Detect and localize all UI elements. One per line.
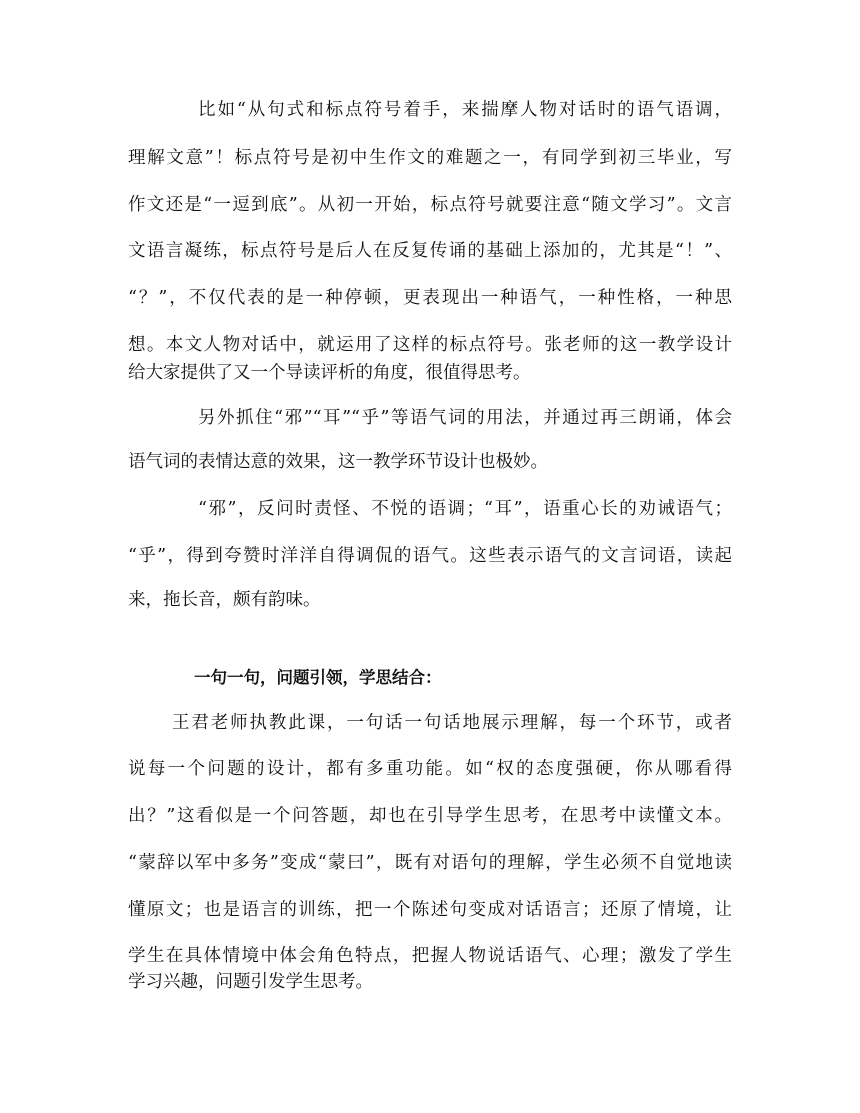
text-line: 王君老师执教此课，一句话一句话地展示理解，每一个环节，或者	[172, 713, 732, 733]
section-heading: 一句一句，问题引领，学思结合：	[194, 668, 442, 687]
text-line: 给大家提供了又一个导读评析的角度，很值得思考。	[128, 363, 531, 383]
text-line: 比如“从句式和标点符号着手，来揣摩人物对话时的语气语调，	[198, 100, 732, 120]
text-line: 学习兴趣，问题引发学生思考。	[128, 972, 373, 992]
text-line: 语气词的表情达意的效果，这一教学环节设计也极妙。	[128, 452, 548, 472]
text-line: 说每一个问题的设计，都有多重功能。如“权的态度强硬，你从哪看得	[128, 759, 732, 779]
text-line: “邪”，反问时责怪、不悦的语调；“耳”，语重心长的劝诫语气；	[198, 499, 732, 519]
text-line: 文语言凝练，标点符号是后人在反复传诵的基础上添加的，尤其是“！”、	[128, 241, 732, 261]
text-line: 作文还是“一逗到底”。从初一开始，标点符号就要注意“随文学习”。文言	[128, 195, 732, 215]
text-line: “？”，不仅代表的是一种停顿，更表现出一种语气，一种性格，一种思	[128, 288, 732, 308]
text-line: 理解文意”！标点符号是初中生作文的难题之一，有同学到初三毕业，写	[128, 148, 732, 168]
text-line: “蒙辞以军中多务”变成“蒙曰”，既有对语句的理解，学生必须不自觉地读	[128, 853, 732, 873]
text-line: “乎”，得到夸赞时洋洋自得调侃的语气。这些表示语气的文言词语，读起	[128, 546, 732, 566]
text-line: 来，拖长音，颇有韵味。	[128, 590, 321, 610]
text-line: 懂原文；也是语言的训练，把一个陈述句变成对话语言；还原了情境，让	[128, 900, 732, 920]
text-line: 想。本文人物对话中，就运用了这样的标点符号。张老师的这一教学设计	[128, 335, 732, 355]
text-line: 另外抓住“邪”“耳”“乎”等语气词的用法，并通过再三朗诵，体会	[198, 408, 732, 428]
text-line: 学生在具体情境中体会角色特点，把握人物说话语气、心理；激发了学生	[128, 946, 732, 966]
text-line: 出？”这看似是一个问答题，却也在引导学生思考，在思考中读懂文本。	[128, 806, 732, 826]
